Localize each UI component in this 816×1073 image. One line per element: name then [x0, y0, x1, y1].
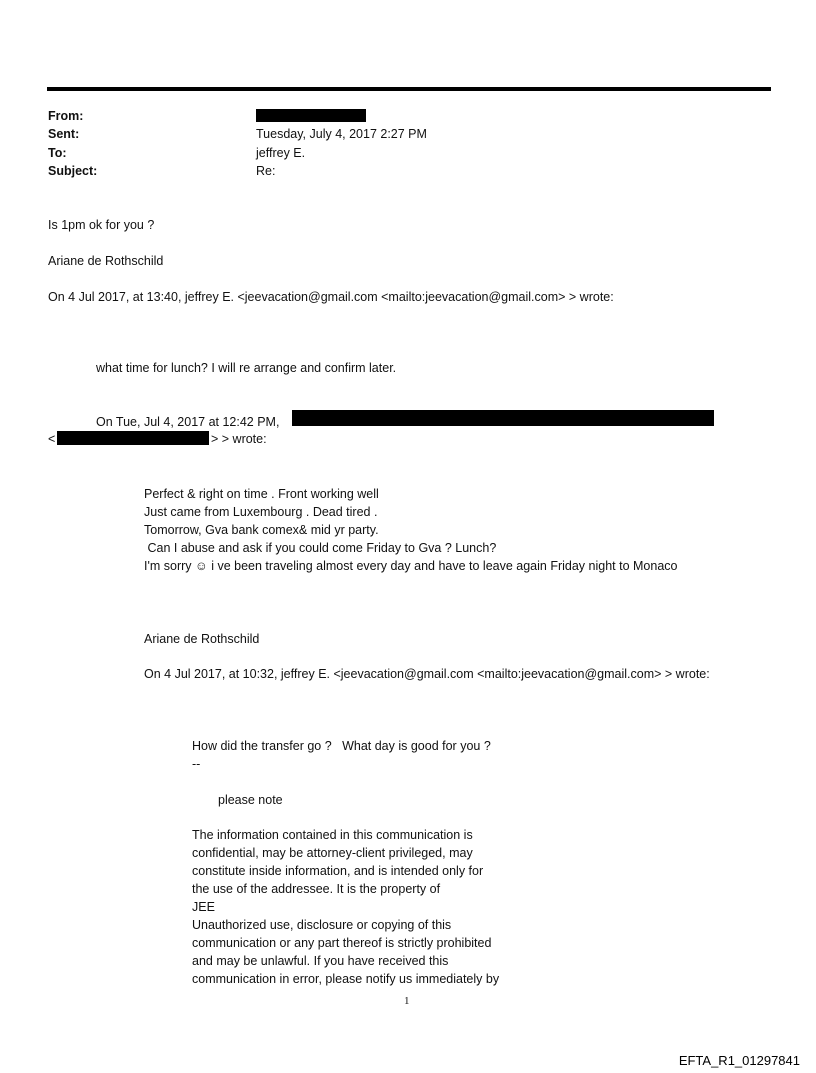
sent-label: Sent: — [48, 127, 80, 141]
signature-2: Ariane de Rothschild — [144, 632, 260, 646]
disclaimer-line: the use of the addressee. It is the property of — [192, 882, 441, 896]
disclaimer-line: confidential, may be attorney-client privileged, may — [192, 846, 473, 860]
header-rule — [47, 87, 771, 91]
quote3-text: How did the transfer go ? What day is good for you ? — [192, 739, 491, 753]
quote2-header-bracket: < — [48, 432, 56, 446]
from-redaction — [256, 109, 366, 122]
quote1-text: what time for lunch? I will re arrange and confirm later. — [96, 361, 397, 375]
disclaimer-line: communication in error, please notify us immediately by — [192, 972, 500, 986]
quote2-line: I'm sorry ☺ i ve been traveling almost every day and have to leave again Friday night to Monaco — [144, 559, 678, 573]
disclaimer — [192, 826, 499, 988]
to-label: To: — [48, 146, 67, 160]
disclaimer-line: and may be unlawful. If you have received this — [192, 954, 449, 968]
from-label: From: — [48, 109, 84, 123]
reply-line: Is 1pm ok for you ? — [48, 218, 155, 232]
please-note: please note — [218, 793, 283, 807]
quote2-message — [144, 485, 677, 575]
quote2-line: Tomorrow, Gva bank comex& mid yr party. — [144, 523, 379, 537]
to-value: jeffrey E. — [256, 146, 306, 160]
page-number: 1 — [404, 995, 410, 1007]
quote2-header-end: > > wrote: — [211, 432, 267, 446]
disclaimer-line: constitute inside information, and is intended only for — [192, 864, 484, 878]
sent-value: Tuesday, July 4, 2017 2:27 PM — [256, 127, 427, 141]
quote2-email-redaction — [57, 431, 209, 445]
subject-value: Re: — [256, 164, 276, 178]
subject-label: Subject: — [48, 164, 98, 178]
disclaimer-line: JEE — [192, 900, 215, 914]
quote3-dashes: -- — [192, 757, 201, 771]
quote2-line: Just came from Luxembourg . Dead tired . — [144, 505, 378, 519]
document-id: EFTA_R1_01297841 — [678, 1053, 800, 1068]
disclaimer-line: The information contained in this communication is — [192, 828, 473, 842]
quote2-line: Perfect & right on time . Front working well — [144, 487, 379, 501]
disclaimer-line: communication or any part thereof is strictly prohibited — [192, 936, 492, 950]
signature-1: Ariane de Rothschild — [48, 254, 164, 268]
quote2-line: Can I abuse and ask if you could come Friday to Gva ? Lunch? — [144, 541, 497, 555]
disclaimer-line: Unauthorized use, disclosure or copying of this — [192, 918, 452, 932]
quote1-header: On 4 Jul 2017, at 13:40, jeffrey E. <jeevacation@gmail.com <mailto:jeevacation@gmail.com> > wrote: — [48, 290, 614, 304]
quote3-header: On 4 Jul 2017, at 10:32, jeffrey E. <jeevacation@gmail.com <mailto:jeevacation@gmail.com> > wrote: — [144, 667, 710, 681]
quote2-sender-redaction — [292, 410, 714, 426]
quote2-header-start: On Tue, Jul 4, 2017 at 12:42 PM, — [96, 415, 280, 429]
